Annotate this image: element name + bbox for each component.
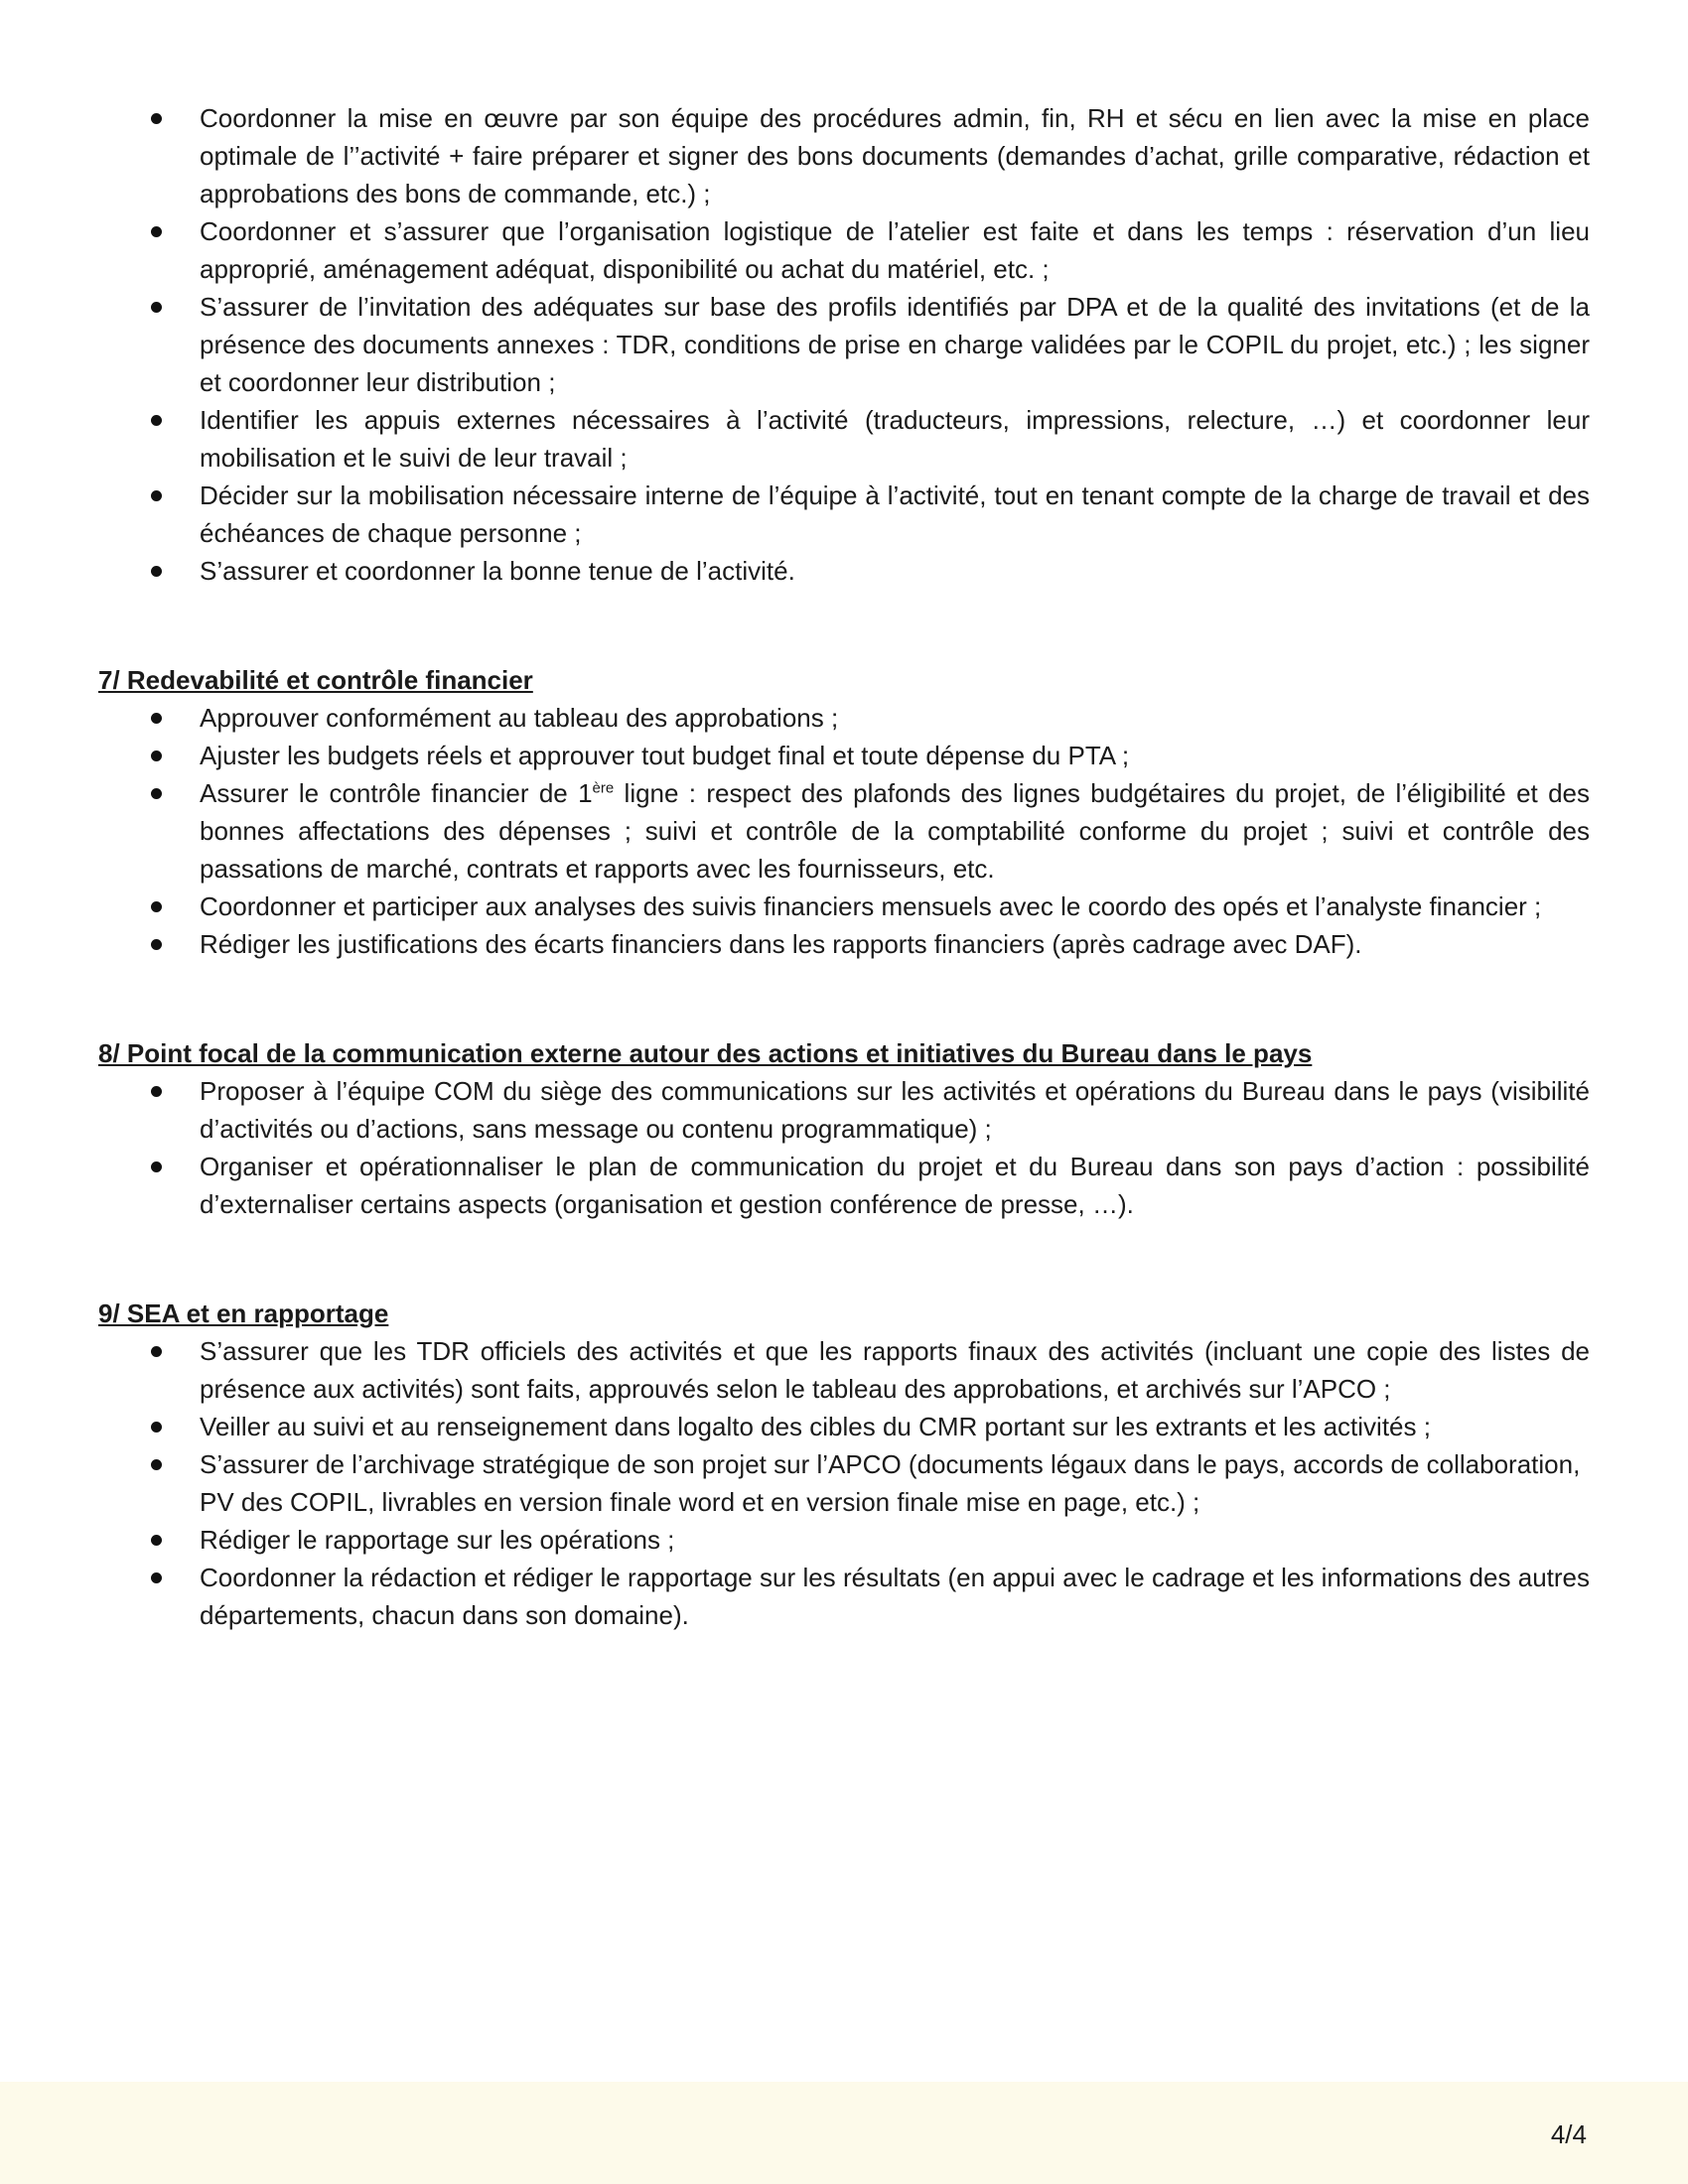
section-8 <box>98 1034 1590 1223</box>
page-footer <box>0 2082 1688 2184</box>
bullet-icon <box>151 1346 162 1357</box>
section-7-list <box>98 699 1590 963</box>
bullet-icon <box>151 113 162 124</box>
bullet-icon <box>151 713 162 724</box>
list-item: Proposer à l’équipe COM du siège des communications sur les activités et opérations du Bureau dans le pays (visibilité d’activités ou d’actions, sans message ou contenu programmatique) ; <box>98 1072 1590 1148</box>
intro-section <box>98 99 1590 590</box>
list-item: S’assurer de l’archivage stratégique de son projet sur l’APCO (documents légaux dans le pays, accords de collaboration, PV des COPIL, livrables en version finale word et en version finale mise en page, etc.) ; <box>98 1445 1590 1521</box>
list-item: Identifier les appuis externes nécessaires à l’activité (traducteurs, impressions, relecture, …) et coordonner leur mobilisation et le suivi de leur travail ; <box>98 401 1590 477</box>
bullet-icon <box>151 901 162 912</box>
list-item: Rédiger les justifications des écarts financiers dans les rapports financiers (après cadrage avec DAF). <box>98 925 1590 963</box>
list-item: Coordonner et participer aux analyses des suivis financiers mensuels avec le coordo des opés et l’analyste financier ; <box>98 887 1590 925</box>
list-item: Organiser et opérationnaliser le plan de communication du projet et du Bureau dans son pays d’action : possibilité d’externaliser certains aspects (organisation et gestion conférence de presse, …). <box>98 1148 1590 1223</box>
ordinal-superscript: ère <box>592 779 615 797</box>
bullet-icon <box>151 302 162 313</box>
section-8-list <box>98 1072 1590 1223</box>
list-item: Coordonner et s’assurer que l’organisation logistique de l’atelier est faite et dans les temps : réservation d’un lieu approprié, aménagement adéquat, disponibilité ou achat du matériel, etc. ; <box>98 212 1590 288</box>
bullet-icon <box>151 1535 162 1546</box>
bullet-icon <box>151 1422 162 1433</box>
bullet-icon <box>151 1086 162 1097</box>
bullet-icon <box>151 1161 162 1172</box>
section-7-title: 7/ Redevabilité et contrôle financier <box>98 665 533 695</box>
bullet-icon <box>151 415 162 426</box>
list-item: Coordonner la mise en œuvre par son équipe des procédures admin, fin, RH et sécu en lien avec la mise en place optimale de l’’activité + faire préparer et signer des bons documents (demandes d’achat, grille comparative, rédaction et approbations des bons de commande, etc.) ; <box>98 99 1590 212</box>
intro-list <box>98 99 1590 590</box>
list-item: Coordonner la rédaction et rédiger le rapportage sur les résultats (en appui avec le cadrage et les informations des autres départements, chacun dans son domaine). <box>98 1559 1590 1634</box>
section-9-title: 9/ SEA et en rapportage <box>98 1298 389 1328</box>
list-item: S’assurer et coordonner la bonne tenue de l’activité. <box>98 552 1590 590</box>
bullet-icon <box>151 1459 162 1470</box>
list-item: Approuver conformément au tableau des approbations ; <box>98 699 1590 737</box>
bullet-icon <box>151 1572 162 1583</box>
bullet-icon <box>151 751 162 761</box>
bullet-icon <box>151 490 162 501</box>
bullet-icon <box>151 566 162 577</box>
page-number: 4/4 <box>1550 2119 1587 2149</box>
list-item: Assurer le contrôle financier de 1ère ligne : respect des plafonds des lignes budgétaires du projet, de l’éligibilité et des bonnes affectations des dépenses ; suivi et contrôle de la comptabilité conforme du projet ; suivi et contrôle des passations de marché, contrats et rapports avec les fournisseurs, etc. <box>98 774 1590 887</box>
section-9 <box>98 1295 1590 1634</box>
list-item: S’assurer que les TDR officiels des activités et que les rapports finaux des activités (incluant une copie des listes de présence aux activités) sont faits, approuvés selon le tableau des approbations, et archivés sur l’APCO ; <box>98 1332 1590 1408</box>
section-8-title: 8/ Point focal de la communication externe autour des actions et initiatives du Bureau dans le pays <box>98 1038 1313 1068</box>
section-9-list <box>98 1332 1590 1634</box>
bullet-icon <box>151 788 162 799</box>
list-item: Veiller au suivi et au renseignement dans logalto des cibles du CMR portant sur les extrants et les activités ; <box>98 1408 1590 1445</box>
list-item: Ajuster les budgets réels et approuver tout budget final et toute dépense du PTA ; <box>98 737 1590 774</box>
list-item: Décider sur la mobilisation nécessaire interne de l’équipe à l’activité, tout en tenant compte de la charge de travail et des échéances de chaque personne ; <box>98 477 1590 552</box>
document-body <box>98 99 1590 1634</box>
list-item: S’assurer de l’invitation des adéquates sur base des profils identifiés par DPA et de la qualité des invitations (et de la présence des documents annexes : TDR, conditions de prise en charge validées par le COPIL du projet, etc.) ; les signer et coordonner leur distribution ; <box>98 288 1590 401</box>
section-7 <box>98 661 1590 963</box>
bullet-icon <box>151 226 162 237</box>
bullet-icon <box>151 939 162 950</box>
list-item: Rédiger le rapportage sur les opérations ; <box>98 1521 1590 1559</box>
